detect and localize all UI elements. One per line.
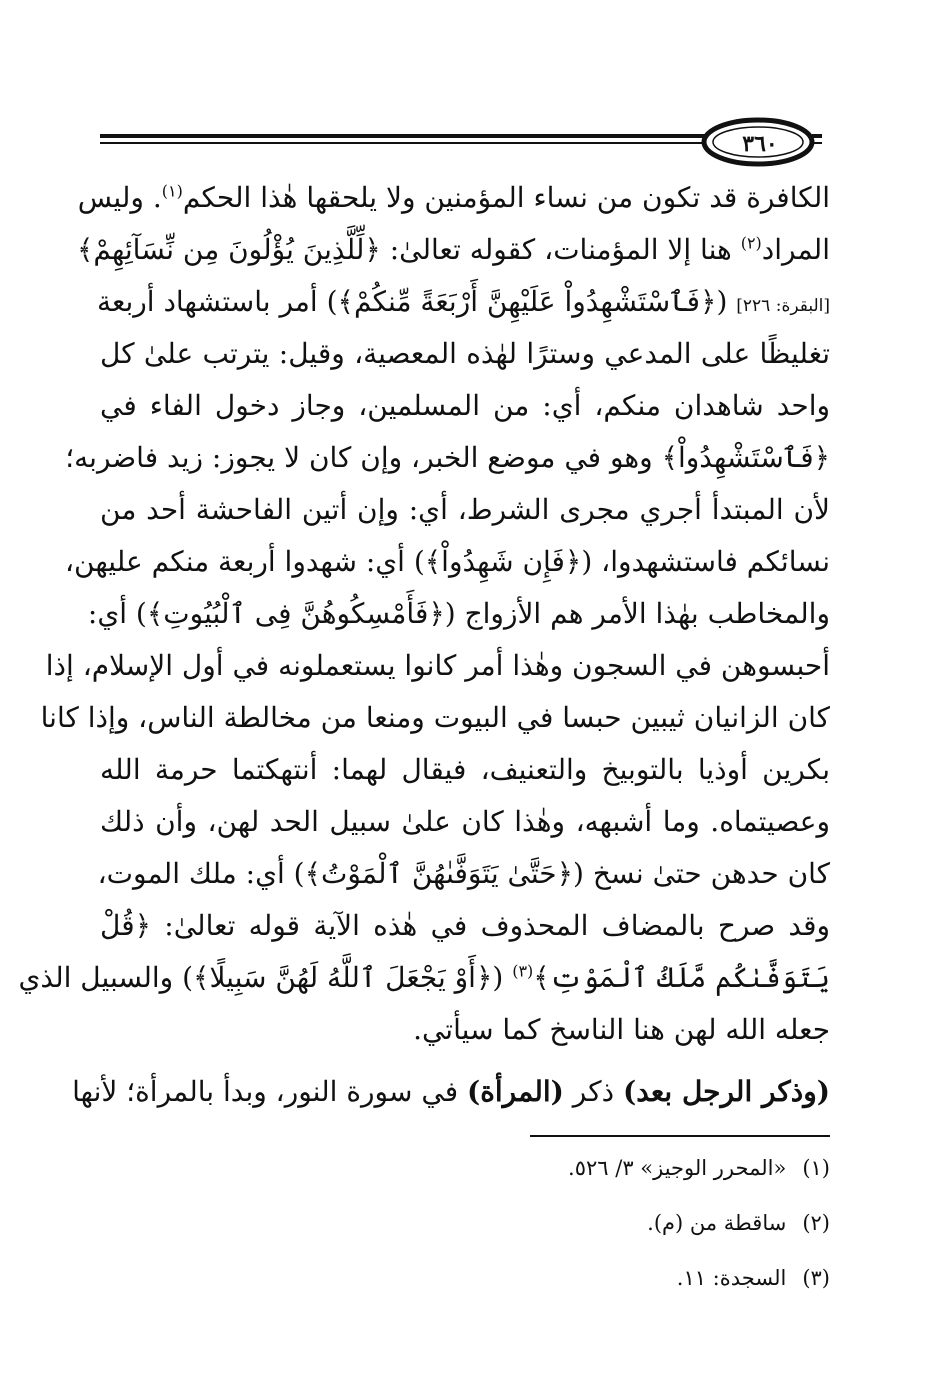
footnote-marker: (١) <box>161 181 183 201</box>
footnote <box>100 1148 830 1203</box>
footnote-number: (٢) <box>802 1211 830 1235</box>
text-line: لأن المبتدأ أجري مجرى الشرط، أي: وإن أتين الفاحشة أحد من <box>100 493 830 526</box>
main-text <box>18 172 830 1118</box>
quran-reference: [البقرة: ٢٢٦] <box>736 296 830 316</box>
footnote-text: «المحرر الوجيز» ٣/ ٥٢٦. <box>568 1156 787 1180</box>
text-line: كان الزانيان ثيبين حبسا في البيوت ومنعا من مخالطة الناس، وإذا كانا <box>40 701 830 734</box>
text-segment: الكافرة قد تكون من نساء المؤمنين ولا يلحقها هٰذا الحكم <box>182 181 830 214</box>
footnote-number: (٣) <box>802 1266 830 1290</box>
text-line <box>72 1066 830 1118</box>
text-line: كان حدهن حتىٰ نسخ (﴿حَتَّىٰ يَتَوَفَّىٰهُنَّ ٱلْمَوْتُ﴾) أي: ملك الموت، <box>97 857 830 890</box>
footnote-separator <box>530 1135 830 1137</box>
text-segment: هنا إلا المؤمنات، كقوله تعالىٰ: ﴿لِّلَّذِينَ يُؤْلُونَ مِن نِّسَآئِهِمْ﴾ <box>76 233 741 266</box>
paragraph-gap <box>100 1056 830 1066</box>
text-line: وقد صرح بالمضاف المحذوف في هٰذه الآية قوله تعالىٰ: ﴿قُلْ <box>100 909 830 942</box>
footnote-number: (١) <box>802 1156 830 1180</box>
header-rule-ornament <box>100 118 822 178</box>
text-segment: المراد <box>761 233 830 266</box>
footnote <box>100 1203 830 1258</box>
text-line <box>77 172 830 224</box>
text-line <box>96 276 830 328</box>
footnote-text: ساقطة من (م). <box>647 1211 787 1235</box>
text-line: بكرين أوذيا بالتوبيخ والتعنيف، فيقال لهما: أنتهكتما حرمة الله <box>100 753 830 786</box>
page-number: ٣٦٠ <box>742 131 778 157</box>
footnote-marker: (٢) <box>740 233 762 253</box>
bold-quote: (وذكر الرجل بعد) <box>622 1075 830 1108</box>
text-line: ﴿فَٱسْتَشْهِدُواْ﴾ وهو في موضع الخبر، وإن كان لا يجوز: زيد فاضربه؛ <box>65 441 830 474</box>
footnote-marker: (٣) <box>512 961 534 981</box>
text-line <box>18 952 830 1004</box>
text-segment: (﴿فَٱسْتَشْهِدُواْ عَلَيْهِنَّ أَرْبَعَةً مِّنكُمْ﴾) أمر باستشهاد أربعة <box>96 285 737 318</box>
text-segment: . وليس <box>77 181 162 214</box>
bold-quote: (المرأة) <box>466 1075 564 1108</box>
footnote-text: السجدة: ١١. <box>676 1266 787 1290</box>
text-line: وعصيتماه. وما أشبهه، وهٰذا كان علىٰ سبيل الحد لهن، وأن ذلك <box>100 805 830 838</box>
text-segment: يَتَوَفَّىٰكُم مَّلَكُ ٱلْمَوْتِ﴾ <box>533 961 830 994</box>
footnotes <box>100 1148 830 1313</box>
text-line: واحد شاهدان منكم، أي: من المسلمين، وجاز دخول الفاء في <box>100 389 830 422</box>
text-line: نسائكم فاستشهدوا، (﴿فَإِن شَهِدُواْ﴾) أي: شهدوا أربعة منكم عليهن، <box>65 545 830 578</box>
text-line <box>76 224 830 276</box>
page-header <box>100 118 822 178</box>
text-line: تغليظًا على المدعي وسترًا لهٰذه المعصية، وقيل: يترتب علىٰ كل <box>100 337 830 370</box>
text-line: والمخاطب بهٰذا الأمر هم الأزواج (﴿فَأَمْسِكُوهُنَّ فِى ٱلْبُيُوتِ﴾) أي: <box>87 597 830 630</box>
text-segment: في سورة النور، وبدأ بالمرأة؛ لأنها <box>72 1075 467 1108</box>
text-line: أحبسوهن في السجون وهٰذا أمر كانوا يستعملونه في أول الإسلام، إذا <box>45 649 830 682</box>
text-line: جعله الله لهن هنا الناسخ كما سيأتي. <box>413 1013 830 1046</box>
text-segment: ذكر <box>563 1075 623 1108</box>
text-segment: (﴿أَوْ يَجْعَلَ ٱللَّهُ لَهُنَّ سَبِيلًا﴾) والسبيل الذي <box>18 961 513 994</box>
footnote <box>100 1258 830 1313</box>
